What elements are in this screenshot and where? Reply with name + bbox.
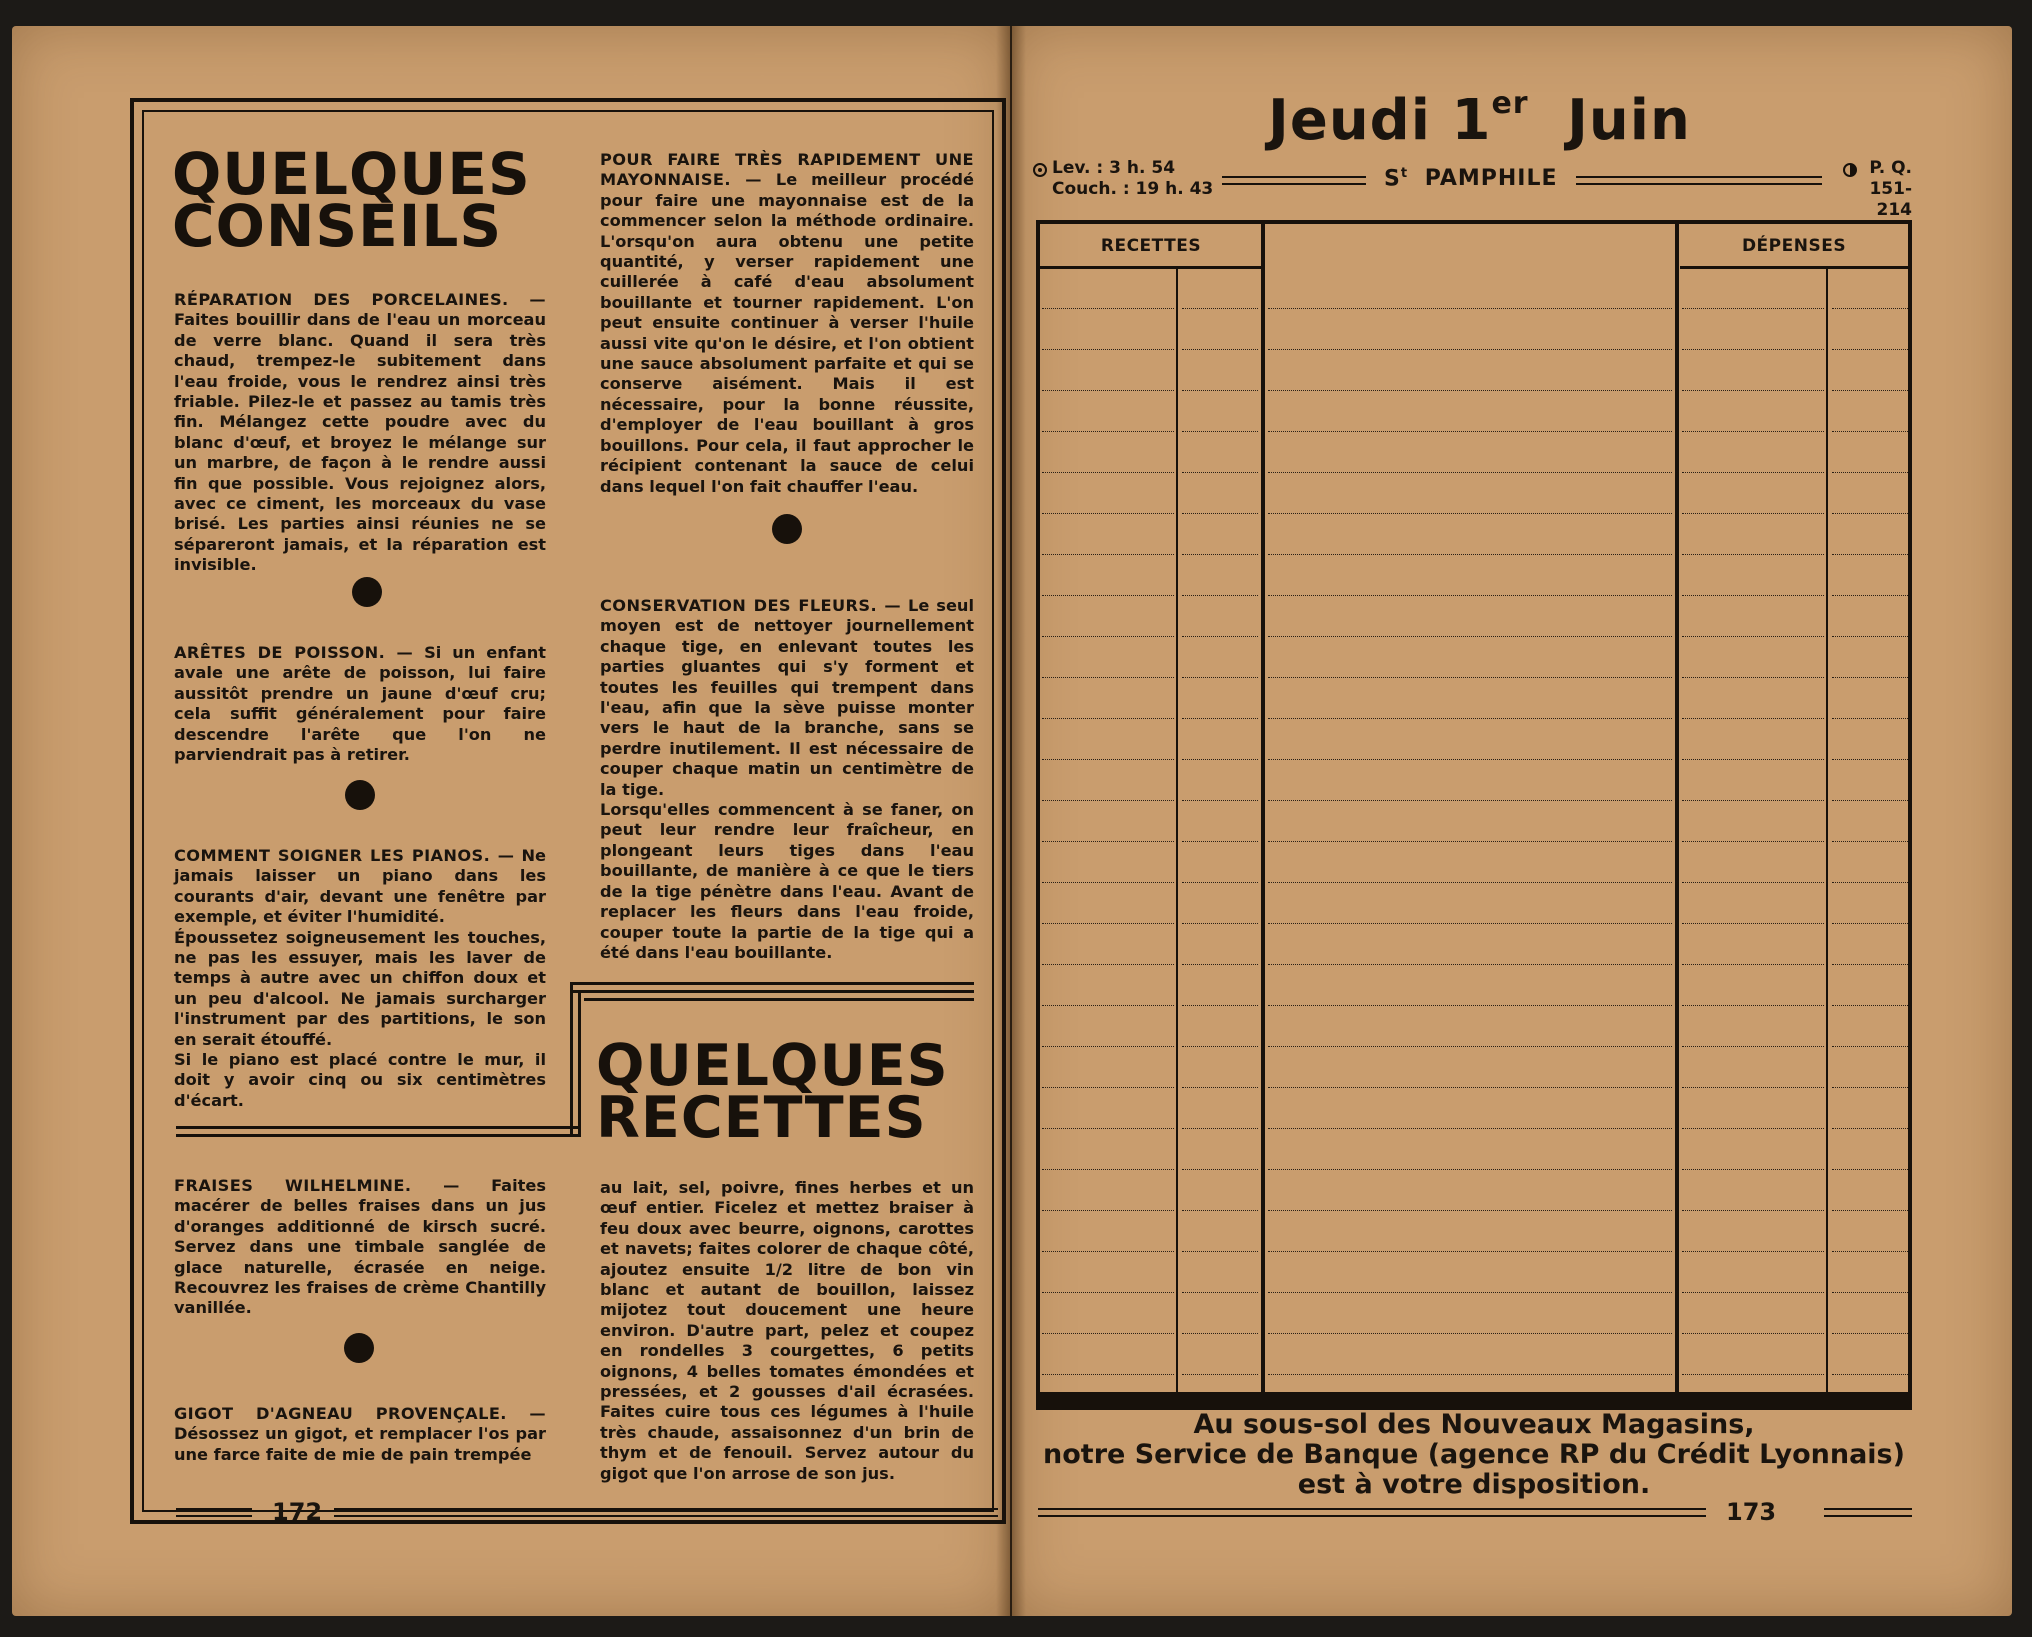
article-mayonnaise [600, 150, 974, 497]
ledger-line [1182, 595, 1258, 596]
ledger-line [1042, 1251, 1174, 1252]
advert-line3: est à votre disposition. [1297, 1469, 1651, 1500]
ledger-line [1042, 431, 1174, 432]
ledger-line [1268, 964, 1672, 965]
ledger-line [1832, 759, 1908, 760]
ledger-line [1268, 431, 1672, 432]
ledger-line [1682, 882, 1824, 883]
ledger-line [1682, 308, 1824, 309]
ledger-line [1682, 964, 1824, 965]
ledger-line [1268, 1292, 1672, 1293]
sunset: Couch. : 19 h. 43 [1052, 179, 1214, 199]
ledger-line [1182, 636, 1258, 637]
advert-line1: Au sous-sol des Nouveaux Magasins, [1193, 1409, 1755, 1440]
ledger-line [1832, 1374, 1908, 1375]
ledger-subdivider [1176, 268, 1178, 1392]
ledger-line [1832, 1169, 1908, 1170]
sunrise: Lev. : 3 h. 54 [1052, 158, 1176, 178]
ledger-line [1042, 1210, 1174, 1211]
ledger-line [1832, 1333, 1908, 1334]
article-fleurs [600, 596, 974, 963]
section-rule [578, 990, 581, 1137]
saint-of-day [1384, 166, 1558, 191]
ledger-line [1182, 1333, 1258, 1334]
moon-info [1846, 158, 1912, 221]
ledger-header-rule [1680, 266, 1908, 269]
heading-fleurs: CONSERVATION DES FLEURS. — [600, 596, 902, 615]
ledger-line [1268, 595, 1672, 596]
saint-sup: t [1400, 166, 1409, 181]
heading-poisson: ARÊTES DE POISSON. — [174, 643, 414, 662]
ledger-line [1832, 677, 1908, 678]
ledger-line [1832, 1128, 1908, 1129]
ledger-line [1268, 882, 1672, 883]
bullet-dot-icon [772, 514, 802, 544]
ledger-line [1042, 1087, 1174, 1088]
page-number-right: 173 [1726, 1498, 1777, 1526]
title-conseils-line1: QUELQUES [172, 140, 531, 208]
heading-porcelaines: RÉPARATION DES PORCELAINES. — [174, 290, 546, 309]
sun-icon [1032, 162, 1048, 178]
ledger-line [1832, 390, 1908, 391]
ledger-line [1268, 513, 1672, 514]
ledger-line [1832, 595, 1908, 596]
ledger-line [1182, 882, 1258, 883]
title-conseils-line2: CONSEILS [172, 192, 503, 260]
ledger-line [1268, 1210, 1672, 1211]
ledger-line [1268, 1374, 1672, 1375]
ledger-line [1682, 1169, 1824, 1170]
ledger-line [1268, 1128, 1672, 1129]
ledger-line [1182, 964, 1258, 965]
ledger-line [1042, 677, 1174, 678]
ledger-line [1182, 841, 1258, 842]
month-name: Juin [1567, 88, 1691, 153]
moon-phase: P. Q. [1869, 158, 1912, 178]
ledger-line [1682, 1210, 1824, 1211]
section-rule [572, 982, 974, 985]
ledger-line [1832, 472, 1908, 473]
saint-name: PAMPHILE [1424, 166, 1558, 192]
heading-pianos: COMMENT SOIGNER LES PIANOS. — [174, 846, 515, 865]
ledger-line [1682, 349, 1824, 350]
ledger-line [1268, 1169, 1672, 1170]
day-name: Jeudi 1 [1268, 88, 1492, 153]
ledger-line [1182, 308, 1258, 309]
ledger-line [1682, 1087, 1824, 1088]
ledger-line [1042, 513, 1174, 514]
text-fleurs: Le seul moyen est de nettoyer journellement chaque tige, en enlevant toutes les parties gluantes qui s'y forment et toutes les feuilles qui trempent dans l'eau, afin que la sève puisse monter vers le haut de la branche, sans se perdre inutilement. Il est nécessaire de couper chaque matin un centimètre de la tige. [600, 596, 974, 799]
ledger-line [1832, 431, 1908, 432]
ledger-line [1182, 1374, 1258, 1375]
ledger-line [1042, 1292, 1174, 1293]
ledger-line [1682, 1046, 1824, 1047]
section-rule [176, 1134, 580, 1137]
ledger-line [1682, 513, 1824, 514]
ledger-line [1682, 431, 1824, 432]
section-rule [176, 1126, 580, 1129]
ledger-line [1832, 349, 1908, 350]
ledger-line [1268, 636, 1672, 637]
ledger-line [1182, 554, 1258, 555]
sun-times [1052, 158, 1213, 200]
ledger-line [1268, 759, 1672, 760]
ledger-line [1268, 349, 1672, 350]
ledger-line [1042, 349, 1174, 350]
ledger-line [1682, 554, 1824, 555]
ledger-line [1268, 718, 1672, 719]
ledger-line [1268, 923, 1672, 924]
ledger-line [1268, 1333, 1672, 1334]
ledger-line [1042, 390, 1174, 391]
ledger-line [1182, 677, 1258, 678]
ledger-line [1042, 472, 1174, 473]
ledger-line [1182, 1210, 1258, 1211]
article-gigot-continued [600, 1178, 974, 1484]
col-recettes: RECETTES [1100, 236, 1202, 256]
ledger-line [1268, 1251, 1672, 1252]
ledger-line [1042, 759, 1174, 760]
day-title [1268, 88, 1691, 153]
ledger-line [1682, 677, 1824, 678]
ledger-line [1182, 390, 1258, 391]
ledger-line [1182, 513, 1258, 514]
ledger-line [1832, 1210, 1908, 1211]
footer-rule [1038, 1508, 1706, 1517]
advert-line2: notre Service de Banque (agence RP du Crédit Lyonnais) [1043, 1439, 1905, 1470]
article-poisson [174, 643, 546, 765]
ledger-line [1182, 1046, 1258, 1047]
ledger-line [1042, 964, 1174, 965]
ledger-table [1036, 220, 1912, 1410]
footer-rule [334, 1508, 998, 1517]
ledger-header-rule [1040, 266, 1262, 269]
ledger-line [1182, 718, 1258, 719]
ledger-line [1182, 1292, 1258, 1293]
day-numbers: 151-214 [1869, 179, 1912, 220]
ledger-line [1268, 308, 1672, 309]
ledger-line [1832, 964, 1908, 965]
article-fraises [174, 1176, 546, 1319]
title-conseils [172, 140, 531, 260]
ledger-line [1682, 390, 1824, 391]
ledger-line [1832, 841, 1908, 842]
ledger-line [1268, 554, 1672, 555]
ledger-line [1042, 923, 1174, 924]
ledger-line [1832, 923, 1908, 924]
ledger-line [1832, 513, 1908, 514]
title-recettes-line2: RECETTES [596, 1085, 927, 1151]
ledger-line [1042, 554, 1174, 555]
ledger-line [1832, 800, 1908, 801]
ledger-line [1682, 923, 1824, 924]
text-pianos-3: Si le piano est placé contre le mur, il doit y avoir cinq ou six centimètres d'écart. [174, 1050, 546, 1110]
ledger-line [1182, 1005, 1258, 1006]
text-mayonnaise: Le meilleur procédé pour faire une mayonnaise est de la commencer selon la méthode ordinaire. L'orsqu'on aura obtenu une petite quantité, y verser rapidement une cuillerée à café d'eau absolument bouillante et tourner rapidement. L'on peut ensuite continuer à verser l'huile aussi vite qu'on le désire, et l'on obtient une sauce absolument parfaite et qui se conserve aisément. Mais il est nécessaire, pour la bonne réussite, d'employer de l'eau bouillant à gros bouillons. Pour cela, il faut approcher le récipient contenant la sauce de celui dans lequel l'on fait chauffer l'eau. [600, 170, 974, 496]
ledger-line [1268, 1087, 1672, 1088]
header-rule [1576, 176, 1822, 185]
ledger-line [1832, 1046, 1908, 1047]
article-gigot [174, 1404, 546, 1465]
text-fraises: Faites macérer de belles fraises dans un jus d'oranges additionné de kirsch sucré. Servez dans une timbale sanglée de glace naturelle, écrasée en neige. Recouvrez les fraises de crème Chantilly vanillée. [174, 1176, 546, 1318]
ledger-line [1832, 1251, 1908, 1252]
ledger-line [1832, 636, 1908, 637]
ledger-line [1042, 882, 1174, 883]
ledger-line [1042, 1005, 1174, 1006]
ledger-line [1182, 1087, 1258, 1088]
ledger-line [1042, 595, 1174, 596]
title-recettes-line1: QUELQUES [596, 1033, 949, 1099]
page-number-left: 172 [272, 1498, 323, 1526]
ledger-line [1268, 841, 1672, 842]
ledger-line [1682, 800, 1824, 801]
text-pianos-2: Époussetez soigneusement les touches, ne pas les essuyer, mais les laver de temps à autre avec un chiffon doux et un peu d'alcool. Ne jamais surcharger l'instrument par des partitions, le son en serait étouffé. [174, 927, 546, 1049]
ledger-line [1832, 718, 1908, 719]
ledger-line [1268, 1046, 1672, 1047]
ledger-line [1042, 636, 1174, 637]
ledger-line [1042, 1333, 1174, 1334]
header-rule [1222, 176, 1366, 185]
text-fleurs-2: Lorsqu'elles commencent à se faner, on peut leur rendre leur fraîcheur, en plongeant leurs tiges dans l'eau bouillante, de manière à ce que le tiers de la tige pénètre dans l'eau. Avant de replacer les fleurs dans l'eau froide, couper toute la partie de la tige qui a été dans l'eau bouillante. [600, 800, 974, 962]
ledger-line [1268, 1005, 1672, 1006]
ledger-line [1682, 718, 1824, 719]
bullet-dot-icon [345, 780, 375, 810]
col-depenses: DÉPENSES [1741, 236, 1847, 256]
ledger-line [1832, 1005, 1908, 1006]
section-rule [570, 982, 573, 1137]
ledger-line [1832, 882, 1908, 883]
saint-prefix: S [1384, 166, 1401, 192]
ledger-line [1182, 1169, 1258, 1170]
ledger-line [1042, 1374, 1174, 1375]
ledger-line [1182, 923, 1258, 924]
ledger-bottom-bar [1036, 1392, 1912, 1406]
ledger-line [1682, 1292, 1824, 1293]
ledger-line [1682, 636, 1824, 637]
title-recettes [596, 1033, 949, 1151]
section-rule [572, 990, 974, 993]
text-gigot-continued: au lait, sel, poivre, fines herbes et un œuf entier. Ficelez et mettez braiser à feu doux avec beurre, oignons, carottes et navets; faites colorer de chaque côté, ajoutez ensuite 1/2 litre de bon vin blanc et autant de bouillon, laissez mijotez tout doucement une heure environ. D'autre part, pelez et coupez en rondelles 3 courgettes, 6 petits oignons, 4 belles tomates émondées et pressées, et 2 gousses d'ail écrasées. Faites cuire tous ces légumes à l'huile très chaude, assaisonnez d'un brin de thym et de fenouil. Servez autour du gigot que l'on arrose de son jus. [600, 1178, 974, 1483]
ledger-line [1042, 308, 1174, 309]
ledger-line [1268, 472, 1672, 473]
heading-gigot: GIGOT D'AGNEAU PROVENÇALE. — [174, 1404, 546, 1423]
ledger-line [1832, 1292, 1908, 1293]
ledger-line [1832, 1087, 1908, 1088]
ledger-line [1182, 1251, 1258, 1252]
heading-fraises: FRAISES WILHELMINE. — [174, 1176, 460, 1195]
bank-advert [1036, 1410, 1912, 1500]
ledger-line [1182, 800, 1258, 801]
ledger-line [1268, 800, 1672, 801]
text-porcelaines: Faites bouillir dans de l'eau un morceau de verre blanc. Quand il sera très chaud, trempez-le subitement dans l'eau froide, vous le rendrez ainsi très friable. Pilez-le et passez au tamis très fin. Mélangez cette poudre avec du blanc d'œuf, et broyez le mélange sur un marbre, de façon à le rendre aussi fin que possible. Vous rejoignez alors, avec ce ciment, les morceaux du vase brisé. Les parties ainsi réunies ne se sépareront jamais, et la réparation est invisible. [174, 310, 546, 575]
article-porcelaines [174, 290, 546, 576]
ledger-line [1832, 308, 1908, 309]
ledger-line [1832, 554, 1908, 555]
bullet-dot-icon [344, 1333, 374, 1363]
section-rule [584, 998, 974, 1001]
day-ordinal: er [1491, 86, 1529, 122]
text-pianos: Ne jamais laisser un piano dans les courants d'air, devant une fenêtre par exemple, et éviter l'humidité. [174, 846, 546, 927]
ledger-line [1268, 390, 1672, 391]
ledger-divider [1261, 222, 1265, 1396]
ledger-line [1042, 718, 1174, 719]
ledger-line [1682, 841, 1824, 842]
text-gigot: Désossez un gigot, et remplacer l'os par une farce faite de mie de pain trempée [174, 1424, 546, 1464]
ledger-line [1042, 1169, 1174, 1170]
ledger-line [1682, 1128, 1824, 1129]
ledger-line [1682, 595, 1824, 596]
ledger-line [1042, 1046, 1174, 1047]
ledger-line [1182, 472, 1258, 473]
ledger-line [1268, 677, 1672, 678]
ledger-line [1682, 472, 1824, 473]
ledger-divider [1675, 222, 1679, 1396]
ledger-line [1042, 1128, 1174, 1129]
ledger-line [1682, 1005, 1824, 1006]
bullet-dot-icon [352, 577, 382, 607]
ledger-line [1682, 1251, 1824, 1252]
ledger-line [1182, 349, 1258, 350]
footer-rule [176, 1508, 252, 1517]
ledger-line [1182, 1128, 1258, 1129]
footer-rule [1824, 1508, 1912, 1517]
ledger-line [1682, 1333, 1824, 1334]
ledger-line [1042, 800, 1174, 801]
text-poisson: Si un enfant avale une arête de poisson, lui faire aussitôt prendre un jaune d'œuf cru; cela suffit généralement pour faire descendre l'arête que l'on ne parviendrait pas à retirer. [174, 643, 547, 765]
heading-mayonnaise: POUR FAIRE TRÈS RAPIDEMENT UNE MAYONNAISE. — [600, 150, 974, 190]
ledger-line [1682, 759, 1824, 760]
ledger-line [1182, 759, 1258, 760]
ledger-line [1182, 431, 1258, 432]
ledger-line [1682, 1374, 1824, 1375]
ledger-line [1042, 841, 1174, 842]
ledger-subdivider [1826, 268, 1828, 1392]
article-pianos [174, 846, 546, 1111]
